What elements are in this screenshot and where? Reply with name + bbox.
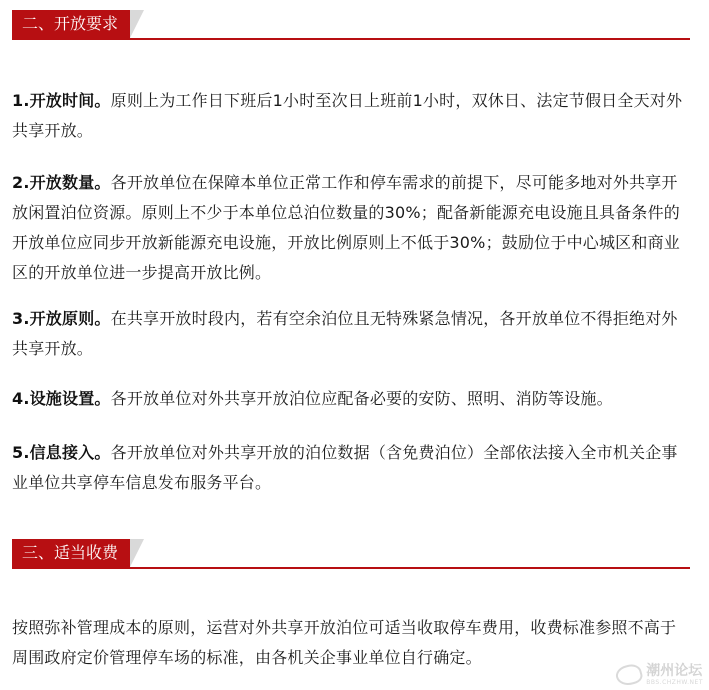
section-title: 二、开放要求 bbox=[12, 10, 130, 38]
section-rule bbox=[12, 567, 690, 569]
paragraph-text: 各开放单位对外共享开放泊位应配备必要的安防、照明、消防等设施。 bbox=[110, 389, 613, 408]
paragraph-opening-quantity bbox=[12, 168, 692, 288]
watermark-text bbox=[646, 664, 703, 686]
section-rule bbox=[12, 38, 690, 40]
paragraph-text: 原则上为工作日下班后1小时至次日上班前1小时，双休日、法定节假日全天对外共享开放。 bbox=[12, 91, 683, 140]
paragraph-lead: 5.信息接入。 bbox=[12, 443, 111, 462]
paragraph-lead: 1.开放时间。 bbox=[12, 91, 111, 110]
paragraph-lead: 3.开放原则。 bbox=[12, 309, 111, 328]
paragraph-lead: 2.开放数量。 bbox=[12, 173, 111, 192]
watermark-title: 潮州论坛 bbox=[646, 663, 703, 679]
paragraph-text: 在共享开放时段内，若有空余泊位且无特殊紧急情况，各开放单位不得拒绝对外共享开放。 bbox=[12, 309, 678, 358]
paragraph-opening-time bbox=[12, 86, 692, 146]
paragraph-text: 各开放单位对外共享开放的泊位数据（含免费泊位）全部依法接入全市机关企事业单位共享停车信息发布服务平台。 bbox=[12, 443, 678, 492]
paragraph-text: 各开放单位在保障本单位正常工作和停车需求的前提下，尽可能多地对外共享开放闲置泊位资源。原则上不少于本单位总泊位数量的30%；配备新能源充电设施且具备条件的开放单位应同步开放新能源充电设施，开放比例原则上不低于30%；鼓励位于中心城区和商业区的开放单位进一步提高开放比例。 bbox=[12, 173, 680, 282]
section-header-appropriate-fees bbox=[12, 539, 690, 571]
paragraph-info-access bbox=[12, 438, 692, 498]
paragraph-fee-standard bbox=[12, 613, 692, 673]
paragraph-text: 按照弥补管理成本的原则，运营对外共享开放泊位可适当收取停车费用，收费标准参照不高于周围政府定价管理停车场的标准，由各机关企事业单位自行确定。 bbox=[12, 618, 677, 667]
site-watermark bbox=[616, 664, 703, 686]
section-tab bbox=[12, 539, 144, 567]
section-header-opening-requirements bbox=[12, 10, 690, 42]
tab-slant-decoration bbox=[130, 539, 144, 567]
paragraph-facility-setup bbox=[12, 384, 692, 414]
paragraph-opening-principle bbox=[12, 304, 692, 364]
paragraph-lead: 4.设施设置。 bbox=[12, 389, 111, 408]
watermark-logo-icon bbox=[614, 662, 644, 688]
section-tab bbox=[12, 10, 144, 38]
tab-slant-decoration bbox=[130, 10, 144, 38]
section-title: 三、适当收费 bbox=[12, 539, 130, 567]
watermark-subtitle: BBS.CHZHW.NET bbox=[646, 679, 703, 686]
